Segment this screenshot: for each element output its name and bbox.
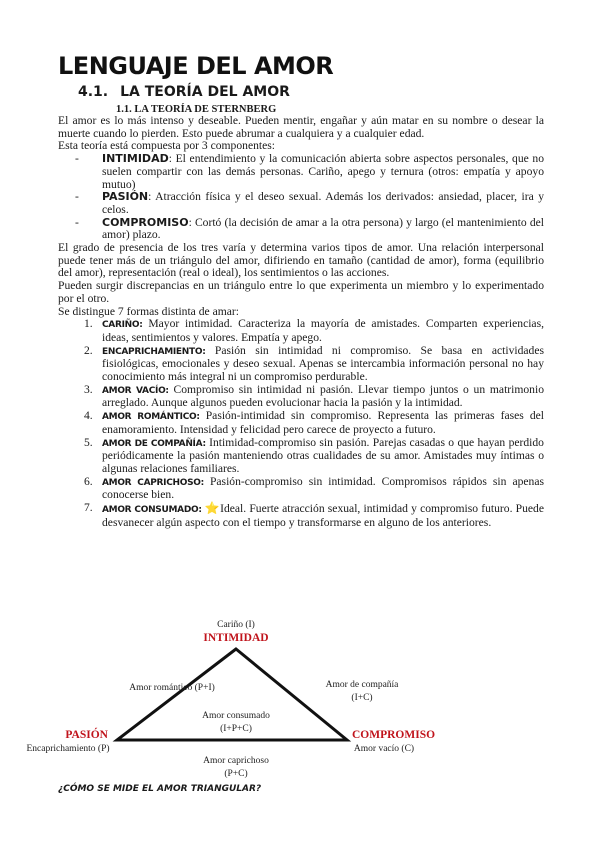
love-type-term: AMOR CONSUMADO: [102,505,202,516]
love-type-item: 3. AMOR VACÍO: Compromiso sin intimidad ni pasión. Llevar tiempo juntos o un matrimonio arreglado. Aunque algunos pueden evolucionar hacia la pasión y la intimidad. [84,382,545,410]
side-bottom-label-1: Amor caprichoso [203,756,269,766]
side-bottom-label-2: (P+C) [224,769,248,779]
love-type-text: Pasión sin intimidad ni compromiso. Se basa en actividades fisiológicas, emocionales y deseo sexual. Apenas se intercambia información personal no hay conocimiento más integral ni un compromiso perdurable. [102,343,544,384]
vertex-right-subtitle: Amor vacío (C) [353,744,415,754]
love-type-term: AMOR DE COMPAÑÍA: [102,438,206,449]
center-label-2: (I+P+C) [220,724,252,734]
side-right-label-1: Amor de compañía [325,680,399,690]
body-text [58,115,544,530]
types-intro: Se distingue 7 formas distinta de amar: [58,304,239,318]
love-type-term: AMOR VACÍO: [102,385,169,396]
love-type-text: Ideal. Fuerte atracción sexual, intimidad y compromiso futuro. Puede desvanecer algún aspecto con el tiempo y transformarse en alguno de los anteriores. [102,502,544,529]
component-term: COMPROMISO [102,215,189,229]
component-item: - PASIÓN: Atracción física y el deseo sexual. Además los derivados: ansiedad, placer, ira y celos. [75,190,544,216]
footer-heading: ¿CÓMO SE MIDE EL AMOR TRIANGULAR? [58,784,262,794]
love-type-item: 2. ENCAPRICHAMIENTO: Pasión sin intimidad ni compromiso. Se basa en actividades fisiológicas, emocionales y deseo sexual. Apenas se intercambia información personal no hay conocimiento más integral ni un compromiso perdurable. [84,343,544,384]
component-item: - INTIMIDAD: El entendimiento y la comunicación abierta sobre aspectos personales, que no suelen compartir con las demás personas. Cariño, apego y ternura (otros: empatía y apoyo mutuo) [75,152,544,191]
love-type-item: 1. CARIÑO: Mayor intimidad. Caracteriza la mayoría de amistades. Comparten experiencias, ideas, sentimientos y valores. Empatía y apego. [84,317,544,344]
love-type-item: 5. AMOR DE COMPAÑÍA: Intimidad-compromiso sin pasión. Parejas casadas o que hayan perdido periódicamente la pasión manteniendo otras cualidades de su amor. Amistades muy íntimas o algunas relaciones familiares. [84,435,544,475]
vertex-top-subtitle: Cariño (I) [217,620,255,630]
love-type-text: Pasión-compromiso sin intimidad. Compromisos rápidos sin apenas conocerse bien. [102,474,544,502]
component-term: PASIÓN [102,190,149,204]
side-left-label: Amor romántico (P+I) [129,683,215,693]
center-label-1: Amor consumado [202,711,270,721]
love-type-term: AMOR ROMÁNTICO: [102,412,200,423]
subsection-heading: 1.1. LA TEORÍA DE STERNBERG [116,104,277,115]
love-type-item: 7. AMOR CONSUMADO: ⭐Ideal. Fuerte atracción sexual, intimidad y compromiso futuro. Puede desvanecer algún aspecto con el tiempo y transformarse en alguno de los anteriores. [84,501,544,529]
component-item: - COMPROMISO: Cortó (la decisión de amar a la otra persona) y largo (el mantenimiento del amor) plazo. [75,215,544,242]
love-type-term: ENCAPRICHAMIENTO: [102,346,206,357]
component-text: : El entendimiento y la comunicación abierta sobre aspectos personales, que no suelen compartir con las demás personas. Cariño, apego y ternura (otros: empatía y apoyo mutuo) [102,152,544,191]
section-number: 4.1. [78,84,109,100]
love-types-list [58,318,544,529]
paragraph-love-triangle: El grado de presencia de los tres varía y determina varios tipos de amor. Una relación interpersonal puede tener más de un triángulo del amor, difiriendo en tamaño (cantidad de amor), forma (equilibrio del amor), representación (real o ideal), los sentimientos o las acciones. [58,241,544,280]
side-right-label-2: (I+C) [351,693,373,703]
component-term: INTIMIDAD [102,152,169,166]
section-title: LA TEORÍA DEL AMOR [120,84,290,100]
love-type-text: Intimidad-compromiso sin pasión. Parejas casadas o que hayan perdido periódicamente la pasión manteniendo otras cualidades de su amor. Amistades muy íntimas o algunas relaciones familiares. [102,435,544,475]
vertex-intimidad: INTIMIDAD [203,632,269,644]
love-type-text: Pasión-intimidad sin compromiso. Representa las primeras fases del enamoramiento. Intensidad y felicidad pero carece de proyecto a futuro. [102,409,544,436]
page-title: LENGUAJE DEL AMOR [58,52,334,80]
star-icon: ⭐ [204,501,221,516]
love-type-term: AMOR CAPRICHOSO: [102,477,204,488]
vertex-left-subtitle: Encaprichamiento (P) [26,744,110,754]
sternberg-triangle-diagram [26,612,450,792]
paragraph-discrepancies: Pueden surgir discrepancias en un triángulo entre lo que experimenta un miembro y lo experimentado por el otro. [58,279,544,305]
components-intro: Esta teoría está compuesta por 3 componentes: [58,139,275,153]
component-text: : Atracción física y el deseo sexual. Además los derivados: ansiedad, placer, ira y celos. [102,190,544,216]
section-heading [78,82,290,102]
love-type-item: 4. AMOR ROMÁNTICO: Pasión-intimidad sin compromiso. Representa las primeras fases del enamoramiento. Intensidad y felicidad pero carece de proyecto a futuro. [84,409,544,436]
love-type-item: 6. AMOR CAPRICHOSO: Pasión-compromiso sin intimidad. Compromisos rápidos sin apenas conocerse bien. [84,474,544,502]
intro-paragraph: El amor es lo más intenso y deseable. Pueden mentir, engañar y aún matar en su nombre o desear la muerte cuando lo pierden. Esto puede abrumar a cualquiera y a cualquier edad. [58,114,544,140]
love-type-text: Compromiso sin intimidad ni pasión. Llevar tiempo juntos o un matrimonio arreglado. Aunque algunos pueden evolucionar hacia la pasión y la intimidad. [102,382,545,410]
components-list [58,153,544,242]
component-text: : Cortó (la decisión de amar a la otra persona) y largo (el mantenimiento del amor) plazo. [102,215,544,242]
vertex-compromiso: COMPROMISO [352,729,436,741]
love-type-text: Mayor intimidad. Caracteriza la mayoría de amistades. Comparten experiencias, ideas, sentimientos y valores. Empatía y apego. [102,317,544,344]
vertex-pasion: PASIÓN [65,729,108,741]
love-type-term: CARIÑO: [102,320,143,331]
